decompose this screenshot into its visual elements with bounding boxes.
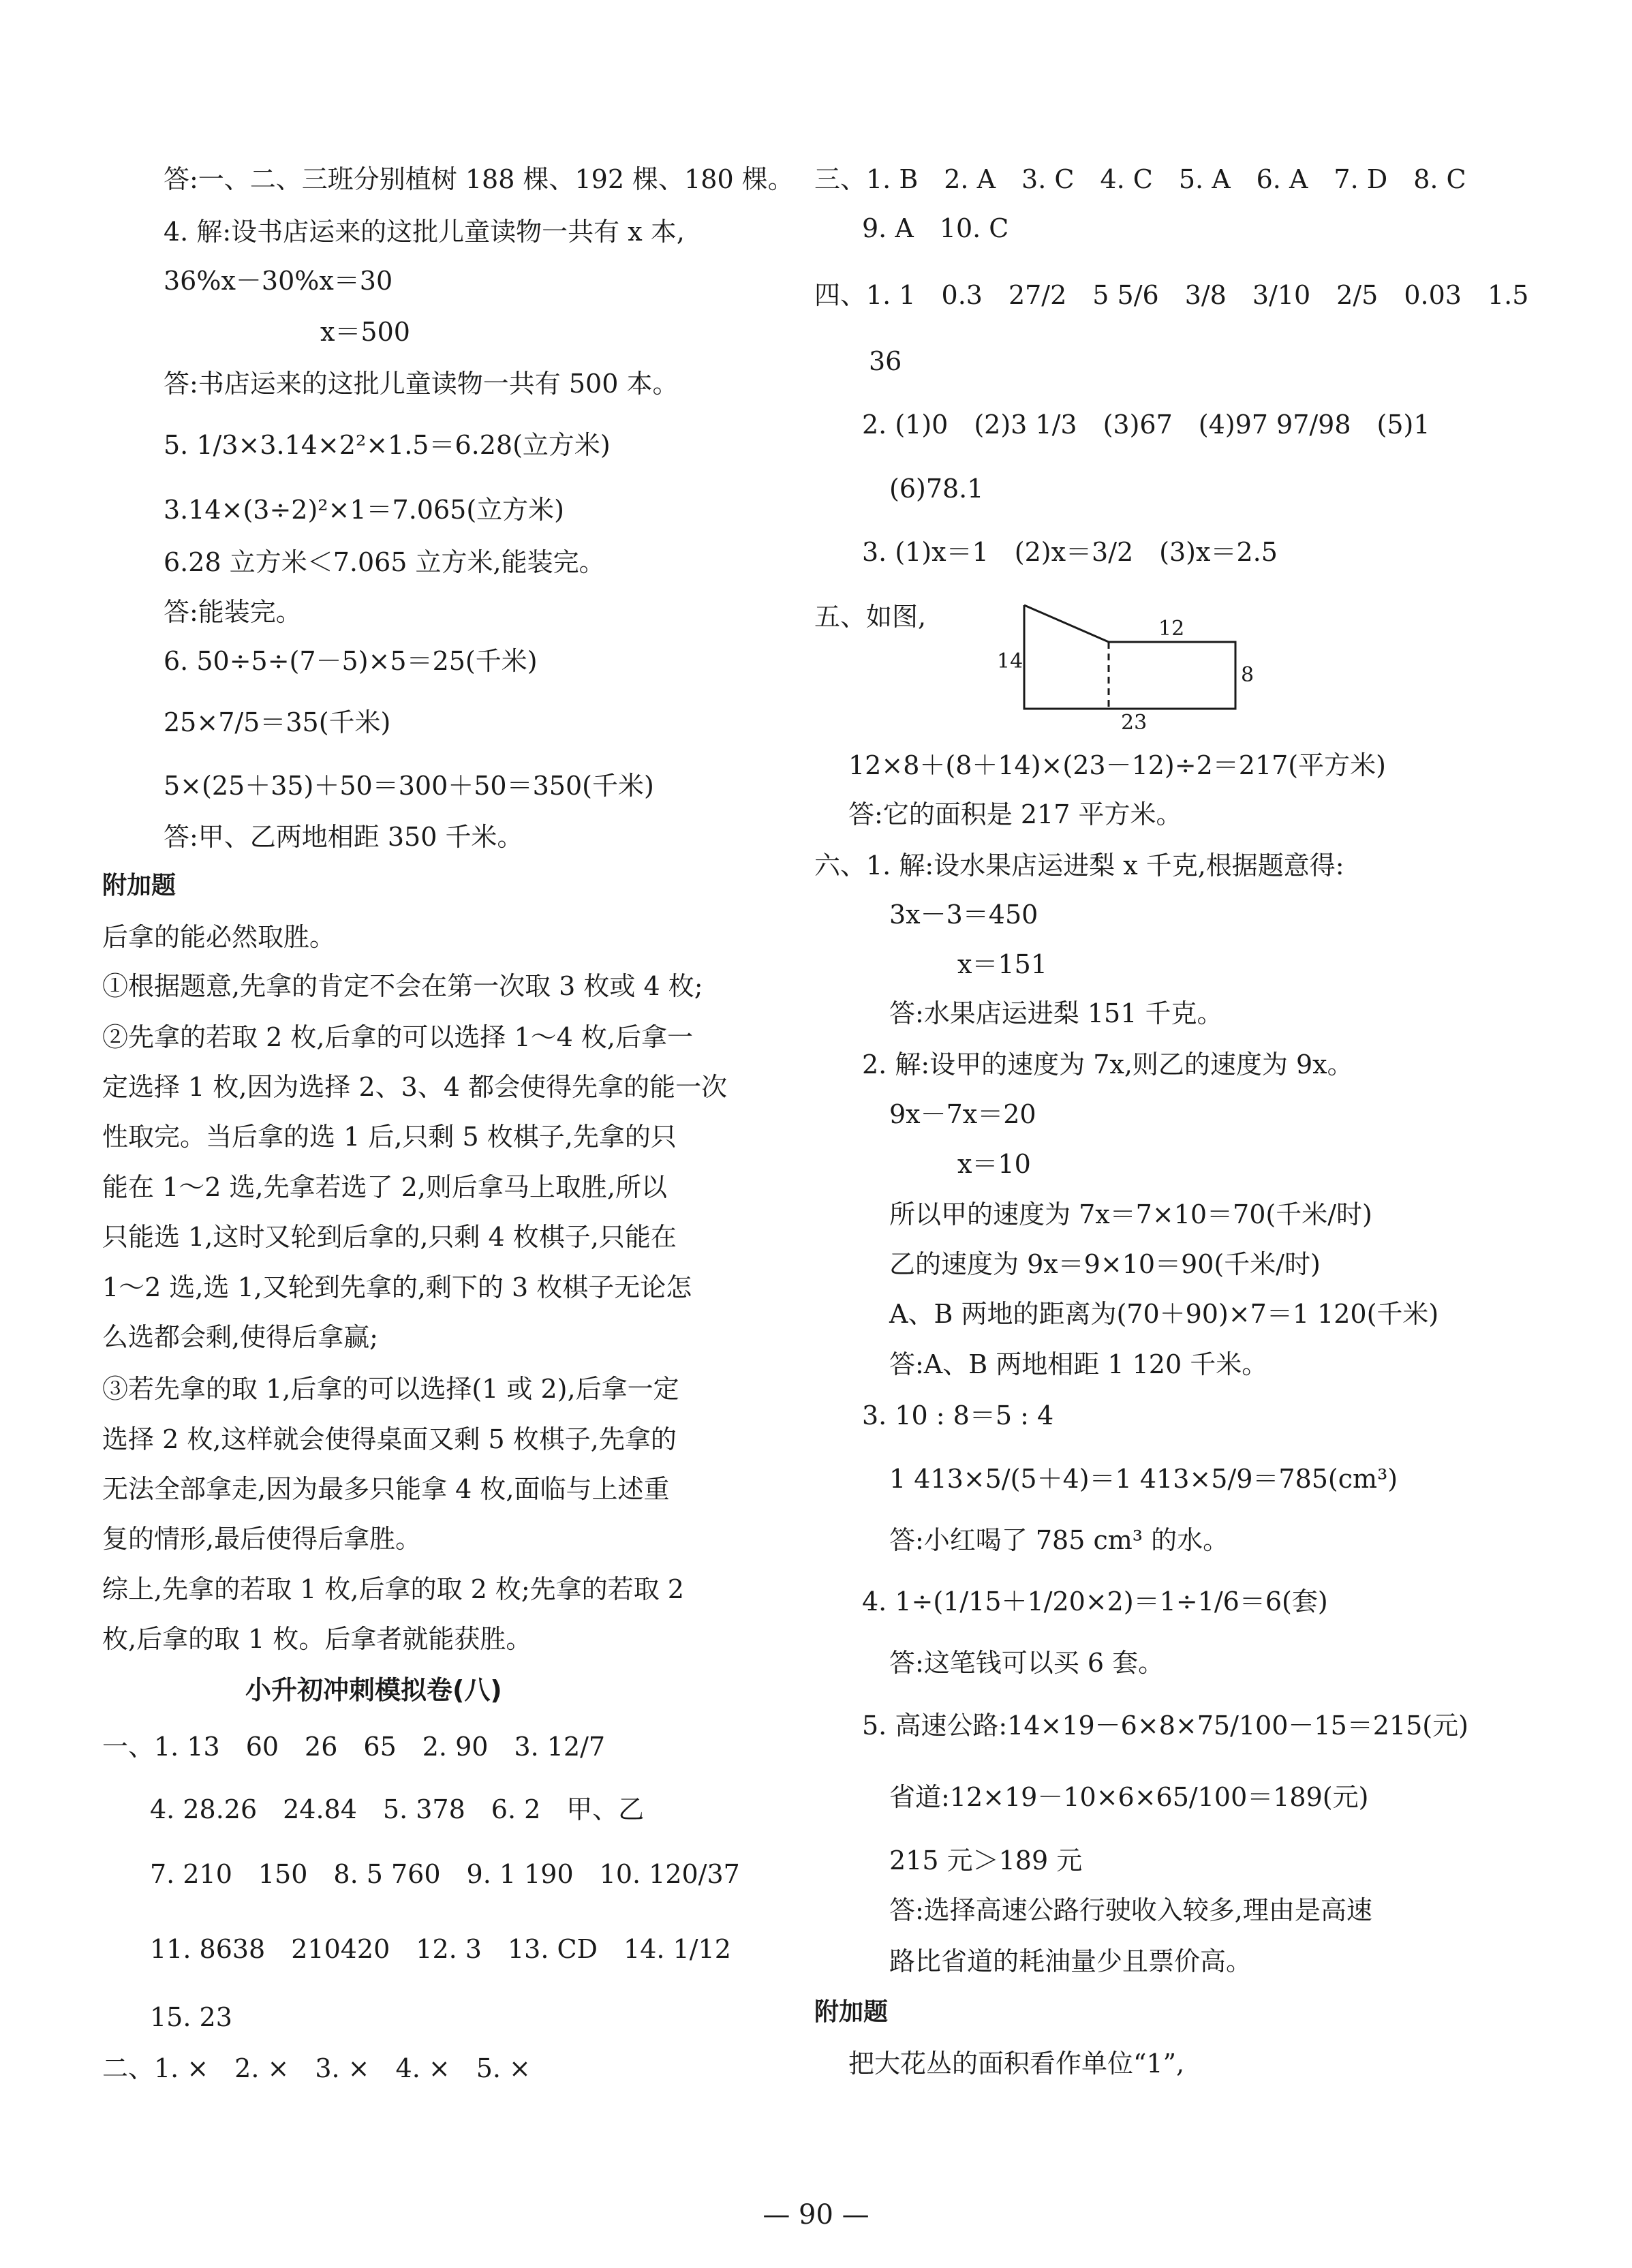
text-line: 4. 解:设书店运来的这批儿童读物一共有 x 本,: [164, 217, 685, 247]
equation-line: 1 413×5/(5＋4)＝1 413×5/9＝785(cm³): [889, 1464, 1398, 1494]
answer-line: 7. 210 150 8. 5 760 9. 1 190 10. 120/37: [150, 1859, 740, 1889]
equation-line: 5×(25＋35)＋50＝300＋50＝350(千米): [164, 771, 654, 801]
answer-line: 五、如图,: [814, 602, 927, 632]
equation-line: 25×7/5＝35(千米): [164, 707, 391, 737]
answer-line: 四、1. 1 0.3 27/2 5 5/6 3/8 3/10 2/5 0.03 1.5: [814, 280, 1529, 310]
text-line: 性取完。当后拿的选 1 后,只剩 5 枚棋子,先拿的只: [102, 1122, 677, 1152]
text-line: 答:这笔钱可以买 6 套。: [889, 1648, 1165, 1678]
equation-line: 3.14×(3÷2)²×1＝7.065(立方米): [164, 495, 564, 525]
answer-line: 三、1. B 2. A 3. C 4. C 5. A 6. A 7. D 8. C: [814, 164, 1466, 194]
text-line: 么选都会剩,使得后拿赢;: [102, 1322, 378, 1352]
text-line: ①根据题意,先拿的肯定不会在第一次取 3 枚或 4 枚;: [102, 971, 703, 1001]
text-line: 路比省道的耗油量少且票价高。: [889, 1946, 1252, 1976]
equation-line: 3x－3＝450: [889, 900, 1038, 930]
equation-line: 36%x－30%x＝30: [164, 266, 393, 296]
text-line: 答:它的面积是 217 平方米。: [848, 799, 1182, 829]
equation-line: 6. 50÷5÷(7－5)×5＝25(千米): [164, 646, 538, 676]
text-line: 答:甲、乙两地相距 350 千米。: [164, 822, 523, 852]
section-heading: 附加题: [814, 1998, 889, 2026]
text-line: 答:小红喝了 785 cm³ 的水。: [889, 1525, 1229, 1555]
section-heading: 附加题: [102, 872, 176, 900]
answer-line: (6)78.1: [889, 474, 984, 504]
equation-line: 12×8＋(8＋14)×(23－12)÷2＝217(平方米): [848, 750, 1386, 780]
text-line: 选择 2 枚,这样就会使得桌面又剩 5 枚棋子,先拿的: [102, 1424, 677, 1454]
text-line: 答:书店运来的这批儿童读物一共有 500 本。: [164, 369, 679, 399]
answer-line: 4. 28.26 24.84 5. 378 6. 2 甲、乙: [150, 1794, 645, 1824]
equation-line: x＝500: [320, 317, 410, 347]
equation-line: 5. 高速公路:14×19－6×8×75/100－15＝215(元): [862, 1711, 1468, 1741]
label-23: 23: [1121, 711, 1148, 735]
equation-line: 9x－7x＝20: [889, 1099, 1036, 1129]
text-line: 答:一、二、三班分别植树 188 棵、192 棵、180 棵。: [164, 164, 794, 194]
text-line: 定选择 1 枚,因为选择 2、3、4 都会使得先拿的能一次: [102, 1072, 728, 1102]
figure-outline: [1024, 605, 1235, 709]
answer-line: 36: [869, 346, 902, 376]
text-line: 215 元＞189 元: [889, 1845, 1083, 1875]
text-line: 乙的速度为 9x＝9×10＝90(千米/时): [889, 1249, 1321, 1279]
text-line: ②先拿的若取 2 枚,后拿的可以选择 1～4 枚,后拿一: [102, 1022, 694, 1052]
equation-line: x＝10: [957, 1149, 1031, 1179]
text-line: 复的情形,最后使得后拿胜。: [102, 1524, 422, 1554]
text-line: 2. 解:设甲的速度为 7x,则乙的速度为 9x。: [862, 1049, 1353, 1079]
text-line: 后拿的能必然取胜。: [102, 922, 336, 952]
equation-line: 3. 10 : 8＝5 : 4: [862, 1400, 1054, 1430]
text-line: 无法全部拿走,因为最多只能拿 4 枚,面临与上述重: [102, 1474, 670, 1504]
text-line: 所以甲的速度为 7x＝7×10＝70(千米/时): [889, 1199, 1372, 1229]
text-line: 六、1. 解:设水果店运进梨 x 千克,根据题意得:: [814, 850, 1344, 880]
text-line: 1～2 选,选 1,又轮到先拿的,剩下的 3 枚棋子无论怎: [102, 1272, 692, 1302]
text-line: 答:能装完。: [164, 597, 302, 627]
answer-line: 9. A 10. C: [862, 213, 1009, 243]
answer-line: 一、1. 13 60 26 65 2. 90 3. 12/7: [102, 1732, 606, 1762]
label-8: 8: [1241, 663, 1254, 687]
exam-title: 小升初冲刺模拟卷(八): [245, 1675, 502, 1705]
text-line: 只能选 1,这时又轮到后拿的,只剩 4 枚棋子,只能在: [102, 1222, 677, 1252]
text-line: 答:选择高速公路行驶收入较多,理由是高速: [889, 1895, 1372, 1925]
answer-line: 15. 23: [150, 2002, 232, 2032]
text-line: 答:A、B 两地相距 1 120 千米。: [889, 1349, 1268, 1379]
answer-line: 11. 8638 210420 12. 3 13. CD 14. 1/12: [150, 1934, 731, 1964]
page-number: — 90 —: [763, 2199, 869, 2231]
label-12: 12: [1158, 617, 1185, 641]
text-line: 枚,后拿的取 1 枚。后拿者就能获胜。: [102, 1624, 532, 1654]
text-line: 能在 1～2 选,先拿若选了 2,则后拿马上取胜,所以: [102, 1172, 668, 1202]
answer-line: 3. (1)x＝1 (2)x＝3/2 (3)x＝2.5: [862, 537, 1278, 567]
text-line: 把大花丛的面积看作单位“1”,: [848, 2049, 1185, 2079]
label-14: 14: [997, 649, 1023, 673]
text-line: ③若先拿的取 1,后拿的可以选择(1 或 2),后拿一定: [102, 1374, 679, 1404]
equation-line: x＝151: [957, 949, 1047, 979]
text-line: A、B 两地的距离为(70＋90)×7＝1 120(千米): [889, 1299, 1439, 1329]
text-line: 答:水果店运进梨 151 千克。: [889, 998, 1223, 1028]
equation-line: 省道:12×19－10×6×65/100＝189(元): [889, 1782, 1369, 1812]
answer-line: 二、1. × 2. × 3. × 4. × 5. ×: [102, 2053, 531, 2083]
text-line: 综上,先拿的若取 1 枚,后拿的取 2 枚;先拿的若取 2: [102, 1574, 684, 1604]
text-line: 6.28 立方米＜7.065 立方米,能装完。: [164, 547, 605, 577]
equation-line: 4. 1÷(1/15＋1/20×2)＝1÷1/6＝6(套): [862, 1587, 1328, 1616]
equation-line: 5. 1/3×3.14×2²×1.5＝6.28(立方米): [164, 430, 611, 460]
answer-line: 2. (1)0 (2)3 1/3 (3)67 (4)97 97/98 (5)1: [862, 410, 1430, 440]
trapezoid-rectangle-figure: [991, 600, 1264, 735]
